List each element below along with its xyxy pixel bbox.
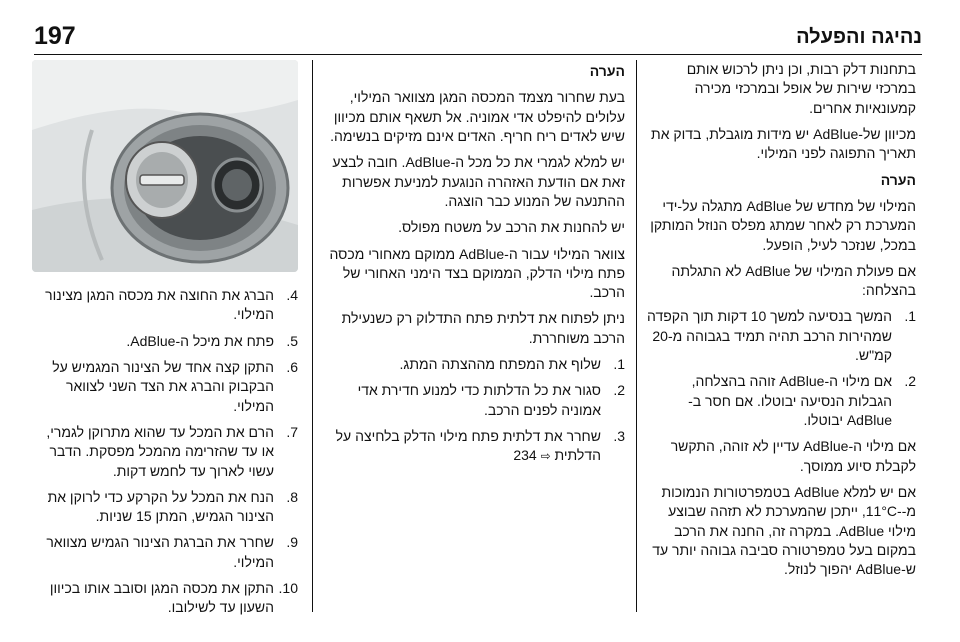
list-item xyxy=(32,358,298,416)
numbered-steps xyxy=(322,355,625,466)
page-reference[interactable]: 234 xyxy=(513,447,537,464)
step-number: 3. xyxy=(613,428,625,444)
step-text: הברג את החוצה את מכסה המגן מצינור המילוי. xyxy=(45,287,274,323)
step-number: 1. xyxy=(904,308,916,325)
note-paragraph: בעת שחרור מצמד המכסה המגן מצוואר המילוי, עלולים להיפלט אדי אמוניה. אל תשאף אותם מכיוון שיש לאדים ריח חריף. האדים אינם מזיקים בנשימה. xyxy=(330,89,625,144)
step-number: 2. xyxy=(904,373,916,390)
list-item xyxy=(646,307,916,365)
note-title: הערה xyxy=(880,171,916,188)
note-paragraph: אם פעולת המילוי של AdBlue לא התגלתה בהצלחה: xyxy=(671,262,916,299)
list-item xyxy=(32,488,298,527)
list-item xyxy=(322,355,625,374)
paragraph: צוואר המילוי עבור ה-AdBlue ממוקם מאחורי מכסה פתח מילוי הדלק, הממוקם בצד הימני האחורי של הרכב. xyxy=(329,245,625,301)
list-item xyxy=(322,427,625,466)
step-number: 5. xyxy=(286,332,298,349)
note-title: הערה xyxy=(589,63,625,79)
step-number: 7. xyxy=(286,423,298,440)
step-text: שחרר את הברגת הצינור הגמיש מצוואר המילוי. xyxy=(46,534,274,570)
paragraph: יש להחנות את הרכב על משטח מפולס. xyxy=(398,219,625,236)
paragraph: אם יש למלא AdBlue בטמפרטורות הנמוכות מ-‎11°C-‎, ייתכן שהמערכת לא תזהה שבוצע מילוי AdBlue. במקרה זה, החנה את הרכב במקום בעל טמפרטורה סביבה גבוהה יותר עד ש-AdBlue יהפוך לנוזל. xyxy=(652,483,916,578)
step-text: המשך בנסיעה למשך 10 דקות תוך הקפדה שמהירות הרכב תהיה תמיד בגבוהה מ-20 קמ"ש. xyxy=(647,308,892,364)
list-item xyxy=(322,381,625,420)
expiry-paragraph: מכיוון של-AdBlue יש מידות מוגבלת, בדוק את תאריך התפוגה לפני המילוי. xyxy=(651,125,916,162)
step-text: התקן את מכסה המגן וסובב אותו בכיוון השעון עד לשילובו. xyxy=(49,580,274,616)
step-text: אם מילוי ה-AdBlue זוהה בהצלחה, הגבלות הנסיעה יבוטלו. אם חסר ב-AdBlue יבוטלו. xyxy=(688,373,892,428)
adblue-filler-cap-icon xyxy=(32,60,298,272)
page-title: נהיגה והפעלה xyxy=(796,26,922,48)
page-header xyxy=(0,0,960,52)
step-number: 6. xyxy=(286,358,298,375)
step-text: סגור את כל הדלתות כדי למנוע חדירת אדי אמוניה לפנים הרכב. xyxy=(357,382,601,418)
header-rule xyxy=(34,54,922,55)
paragraph: ניתן לפתוח את דלתית פתח התדלוק רק כשנעילת הרכב משוחררת. xyxy=(341,310,625,346)
step-text: התקן קצה אחד של הצינור המגמיש על הבקבוק והברג את הצד השני לצוואר המילוי. xyxy=(52,358,274,414)
paragraph: אם מילוי ה-AdBlue עדיין לא זוהה, התקשר לקבלת סיוע ממוסך. xyxy=(670,438,916,474)
list-item xyxy=(646,372,916,430)
step-number: 2. xyxy=(613,382,625,399)
list-item xyxy=(32,423,298,481)
page-number: 197 xyxy=(34,22,76,50)
page-ref-arrow-icon: ⇨ xyxy=(540,449,551,464)
list-item xyxy=(32,332,298,351)
step-text: פתח את מיכל ה-AdBlue. xyxy=(126,332,274,349)
paragraph: יש למלא לגמרי את כל מכל ה-AdBlue. חובה לבצע זאת אם הודעת האזהרה הנוגעת למניעת אפשרות ההתנעה של המנוע כבר הוצגה. xyxy=(332,154,625,209)
adblue-filler-cap-illustration xyxy=(32,60,298,272)
list-item xyxy=(32,533,298,572)
middle-column xyxy=(322,60,625,473)
list-item xyxy=(32,286,298,325)
column-divider xyxy=(312,60,313,612)
numbered-steps xyxy=(32,286,298,618)
step-text: שלוף את המפתח מההצתה המתג. xyxy=(399,356,601,373)
step-number: 10. xyxy=(278,580,298,597)
column-divider xyxy=(636,60,637,612)
numbered-steps xyxy=(646,307,916,430)
step-number: 8. xyxy=(286,488,298,505)
step-number: 9. xyxy=(286,534,298,551)
step-number: 1. xyxy=(613,356,625,373)
step-text: הרם את המכל עד שהוא מתרוקן לגמרי, או עד שהזרימה מהמכל מפסקת. הדבר עשוי לארוך עד לחמש דקות. xyxy=(46,423,274,479)
step-text: הנח את המכל על הקרקע כדי לרוקן את הצינור הגמיש, המתן 15 שניות. xyxy=(47,488,274,525)
list-item xyxy=(32,579,298,618)
right-column xyxy=(646,60,916,587)
step-number: 4. xyxy=(286,287,298,303)
note-paragraph: המילוי של מחדש של AdBlue מתגלה על-ידי המערכת רק לאחר שמתג מפלס הנוזל המותקן במכל, שנזכר לעיל, הופעל. xyxy=(650,197,916,253)
intro-paragraph: בתחנות דלק רבות, וכן ניתן לרכוש אותם במרכזי שירות של אופל ובמרכזי מכירה קמעונאיות אחרים. xyxy=(686,61,916,116)
step-text: שחרר את דלתית פתח מילוי הדלק בלחיצה על הדלתית xyxy=(335,428,601,464)
left-column xyxy=(32,60,298,625)
